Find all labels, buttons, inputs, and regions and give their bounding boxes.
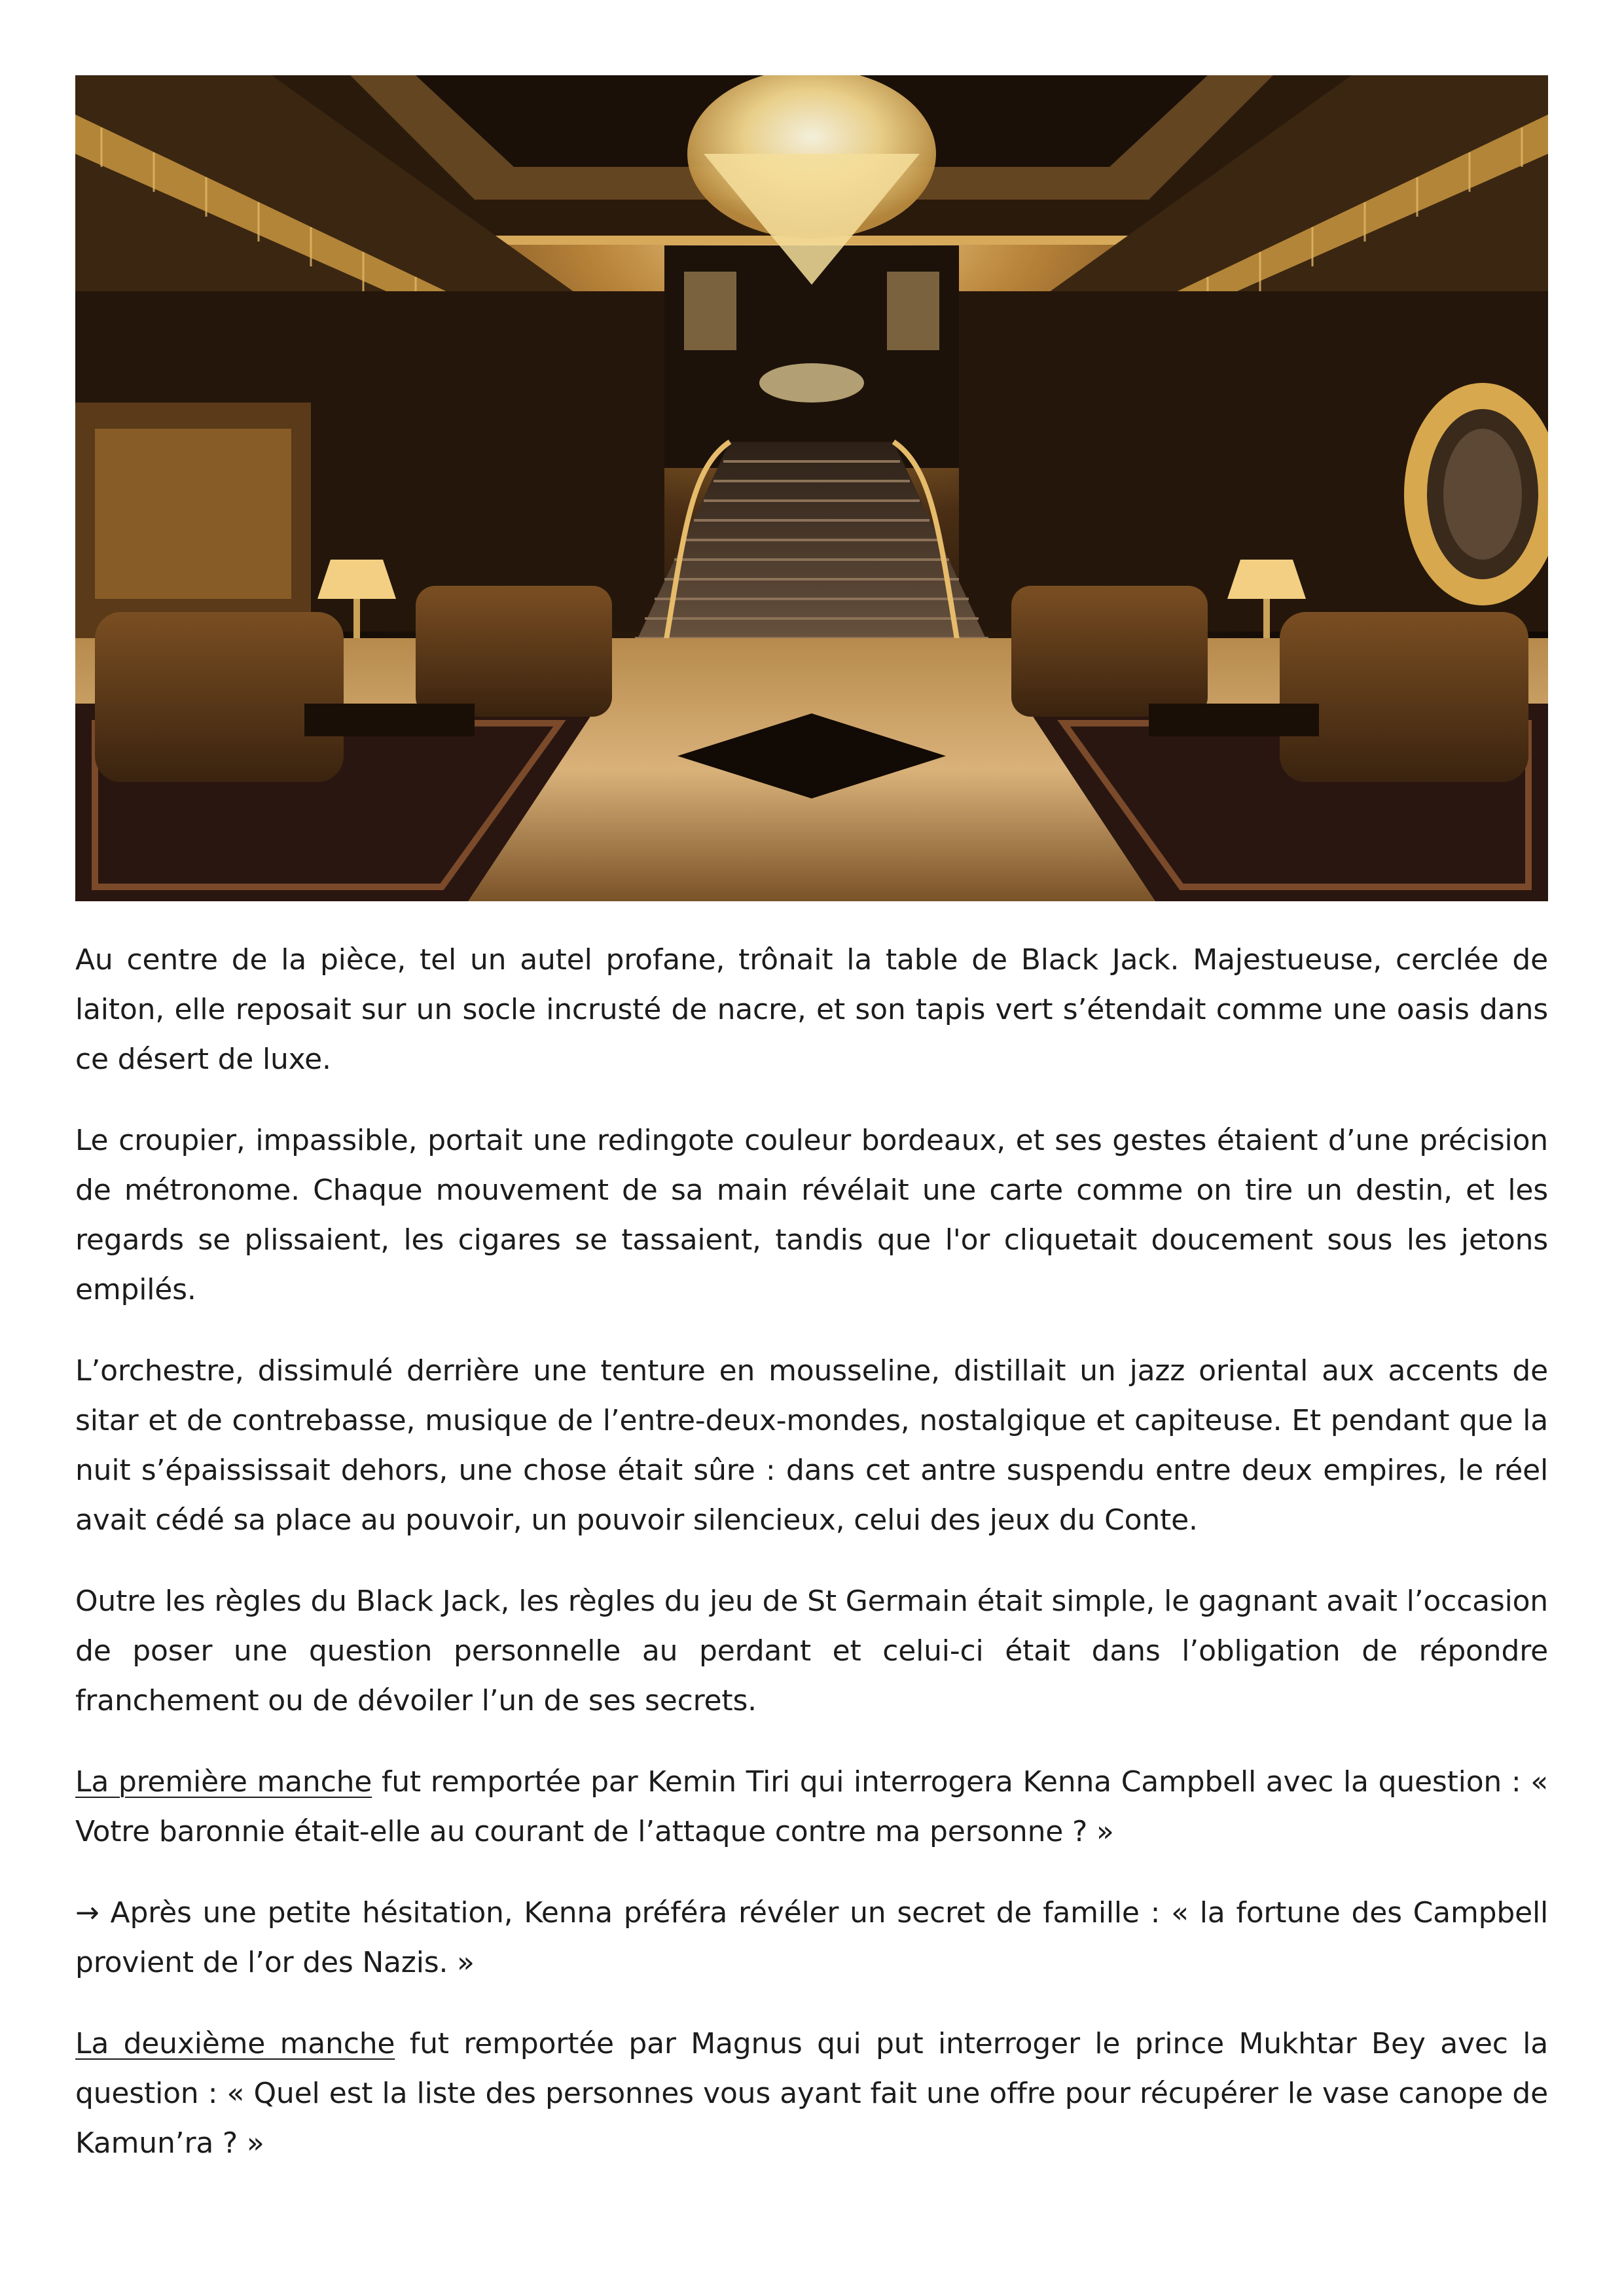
- paragraph-game-rules: Outre les règles du Black Jack, les règles du jeu de St Germain était simple, le gagnant avait l’occasion de poser une question personnelle au perdant et celui-ci était dans l’obligation de répondre franchement ou de dévoiler l’un de ses secrets.: [75, 1585, 1548, 1717]
- article-body: [75, 935, 1548, 2168]
- paragraph-croupier: Le croupier, impassible, portait une redingote couleur bordeaux, et ses gestes étaient d’une précision de métronome. Chaque mouvement de sa main révélait une carte comme on tire un destin, et les regards se plissaient, les cigares se tassaient, tandis que l'or cliquetait doucement sous les jetons empilés.: [75, 1124, 1548, 1306]
- paragraph-first-round: [75, 1757, 1548, 1857]
- lobby-illustration: [75, 75, 1548, 901]
- first-answer-text: Après une petite hésitation, Kenna préféra révéler un secret de famille : « la fortune des Campbell provient de l’or des Nazis. »: [75, 1896, 1548, 1979]
- paragraph-orchestra: L’orchestre, dissimulé derrière une tenture en mousseline, distillait un jazz oriental aux accents de sitar et de contrebasse, musique de l’entre-deux-mondes, nostalgique et capiteuse. Et pendant que la nuit s’épaississait dehors, une chose était sûre : dans cet antre suspendu entre deux empires, le réel avait cédé sa place au pouvoir, un pouvoir silencieux, celui des jeux du Conte.: [75, 1354, 1548, 1537]
- casino-lobby-photo: [75, 75, 1548, 901]
- first-round-heading: La première manche: [75, 1765, 372, 1799]
- arrow-icon: →: [75, 1896, 99, 1929]
- paragraph-first-answer: [75, 1888, 1548, 1988]
- second-round-heading: La deuxième manche: [75, 2027, 395, 2060]
- second-round-text: fut remportée par Magnus qui put interroger le prince Mukhtar Bey avec la question : « Quel est la liste des personnes vous ayant fait une offre pour récupérer le vase canope de Kamun’ra ? »: [75, 2027, 1548, 2160]
- paragraph-blackjack-table: Au centre de la pièce, tel un autel profane, trônait la table de Black Jack. Majestueuse, cerclée de laiton, elle reposait sur un socle incrusté de nacre, et son tapis vert s’étendait comme une oasis dans ce désert de luxe.: [75, 943, 1548, 1076]
- document-page: [75, 75, 1548, 2200]
- first-round-text: fut remportée par Kemin Tiri qui interrogera Kenna Campbell avec la question : « Votre baronnie était-elle au courant de l’attaque contre ma personne ? »: [75, 1765, 1548, 1848]
- paragraph-second-round: [75, 2019, 1548, 2168]
